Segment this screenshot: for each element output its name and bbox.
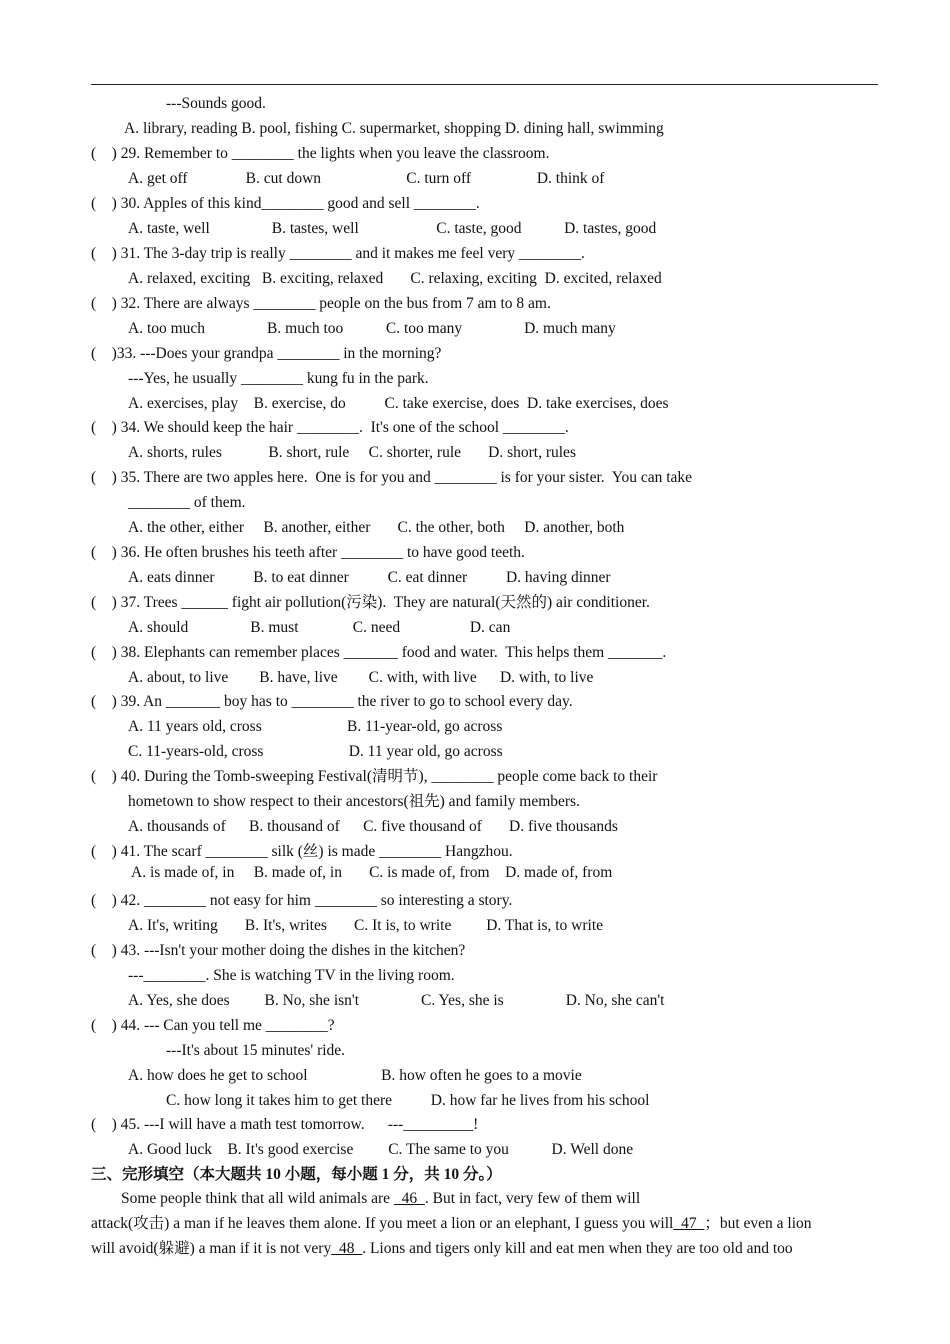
- dialogue-line: ---It's about 15 minutes' ride.: [166, 1042, 346, 1059]
- passage-text: . But in fact, very few of them will: [424, 1190, 641, 1207]
- answer-options: A. get off B. cut down C. turn off D. think of: [128, 170, 605, 187]
- question-41: ( ) 41. The scarf ________ silk (丝) is made ________ Hangzhou.: [91, 843, 513, 860]
- answer-options: A. shorts, rules B. short, rule C. shorter, rule D. short, rules: [128, 444, 576, 461]
- answer-options: A. It's, writing B. It's, writes C. It is, to write D. That is, to write: [128, 917, 604, 934]
- question-40-continued: hometown to show respect to their ancestors(祖先) and family members.: [128, 793, 580, 810]
- passage-line: [91, 1186, 881, 1211]
- answer-options: A. should B. must C. need D. can: [128, 619, 511, 636]
- question-30: ( ) 30. Apples of this kind________ good and sell ________.: [91, 195, 480, 212]
- answer-options: A. Good luck B. It's good exercise C. The same to you D. Well done: [128, 1141, 634, 1158]
- question-37: ( ) 37. Trees ______ fight air pollution(污染). They are natural(天然的) air conditioner.: [91, 594, 650, 611]
- question-44: ( ) 44. --- Can you tell me ________?: [91, 1017, 335, 1034]
- question-42: ( ) 42. ________ not easy for him ________ so interesting a story.: [91, 892, 513, 909]
- answer-options: A. taste, well B. tastes, well C. taste, good D. tastes, good: [128, 220, 657, 237]
- blank-47: 47: [673, 1215, 705, 1232]
- question-39: ( ) 39. An _______ boy has to ________ the river to go to school every day.: [91, 693, 573, 710]
- answer-options: A. library, reading B. pool, fishing C. supermarket, shopping D. dining hall, swimming: [124, 120, 664, 137]
- question-34: ( ) 34. We should keep the hair ________. It's one of the school ________.: [91, 419, 569, 436]
- question-33: ( )33. ---Does your grandpa ________ in the morning?: [91, 345, 442, 362]
- blank-48: 48: [331, 1240, 363, 1257]
- answer-options: A. about, to live B. have, live C. with, with live D. with, to live: [128, 669, 594, 686]
- question-31: ( ) 31. The 3-day trip is really ________ and it makes me feel very ________.: [91, 245, 585, 262]
- dialogue-line: ---Sounds good.: [166, 95, 266, 112]
- passage-text: ；but even a lion: [704, 1215, 812, 1232]
- answer-options: A. too much B. much too C. too many D. much many: [128, 320, 616, 337]
- answer-options: A. the other, either B. another, either C. the other, both D. another, both: [128, 519, 625, 536]
- question-36: ( ) 36. He often brushes his teeth after ________ to have good teeth.: [91, 544, 525, 561]
- answer-options: A. relaxed, exciting B. exciting, relaxed C. relaxing, exciting D. excited, relaxed: [128, 270, 662, 287]
- question-45: ( ) 45. ---I will have a math test tomorrow. ---_________!: [91, 1116, 479, 1133]
- passage-text: . Lions and tigers only kill and eat men when they are too old and too: [362, 1240, 793, 1257]
- answer-options: A. Yes, she does B. No, she isn't C. Yes, she is D. No, she can't: [128, 992, 665, 1009]
- passage-text: attack(攻击) a man if he leaves them alone. If you meet a lion or an elephant, I guess you will: [91, 1215, 674, 1232]
- cloze-passage: [91, 1186, 881, 1261]
- answer-options: A. eats dinner B. to eat dinner C. eat dinner D. having dinner: [128, 569, 611, 586]
- dialogue-line: ---Yes, he usually ________ kung fu in the park.: [128, 370, 429, 387]
- header-rule: [91, 84, 878, 85]
- dialogue-line: ---________. She is watching TV in the living room.: [128, 967, 455, 984]
- passage-text: Some people think that all wild animals are: [121, 1190, 394, 1207]
- question-35-continued: ________ of them.: [128, 494, 246, 511]
- question-35: ( ) 35. There are two apples here. One is for you and ________ is for your sister. You can take: [91, 469, 693, 486]
- passage-text: will avoid(躲避) a man if it is not very: [91, 1240, 332, 1257]
- passage-line: [91, 1211, 881, 1236]
- question-29: ( ) 29. Remember to ________ the lights when you leave the classroom.: [91, 145, 550, 162]
- section-heading: 三、完形填空（本大题共 10 小题，每小题 1 分，共 10 分。）: [91, 1166, 502, 1183]
- question-40: ( ) 40. During the Tomb-sweeping Festival(清明节), ________ people come back to their: [91, 768, 658, 785]
- question-38: ( ) 38. Elephants can remember places _______ food and water. This helps them _______.: [91, 644, 667, 661]
- answer-options: A. 11 years old, cross B. 11-year-old, go across: [128, 718, 503, 735]
- blank-46: 46: [393, 1190, 425, 1207]
- question-32: ( ) 32. There are always ________ people on the bus from 7 am to 8 am.: [91, 295, 551, 312]
- answer-options: A. is made of, in B. made of, in C. is made of, from D. made of, from: [131, 864, 613, 881]
- answer-options: C. 11-years-old, cross D. 11 year old, go across: [128, 743, 503, 760]
- answer-options: A. thousands of B. thousand of C. five thousand of D. five thousands: [128, 818, 618, 835]
- answer-options: A. how does he get to school B. how often he goes to a movie: [128, 1067, 582, 1084]
- question-43: ( ) 43. ---Isn't your mother doing the dishes in the kitchen?: [91, 942, 466, 959]
- answer-options: C. how long it takes him to get there D. how far he lives from his school: [166, 1092, 650, 1109]
- passage-line: [91, 1236, 881, 1261]
- answer-options: A. exercises, play B. exercise, do C. take exercise, does D. take exercises, does: [128, 395, 669, 412]
